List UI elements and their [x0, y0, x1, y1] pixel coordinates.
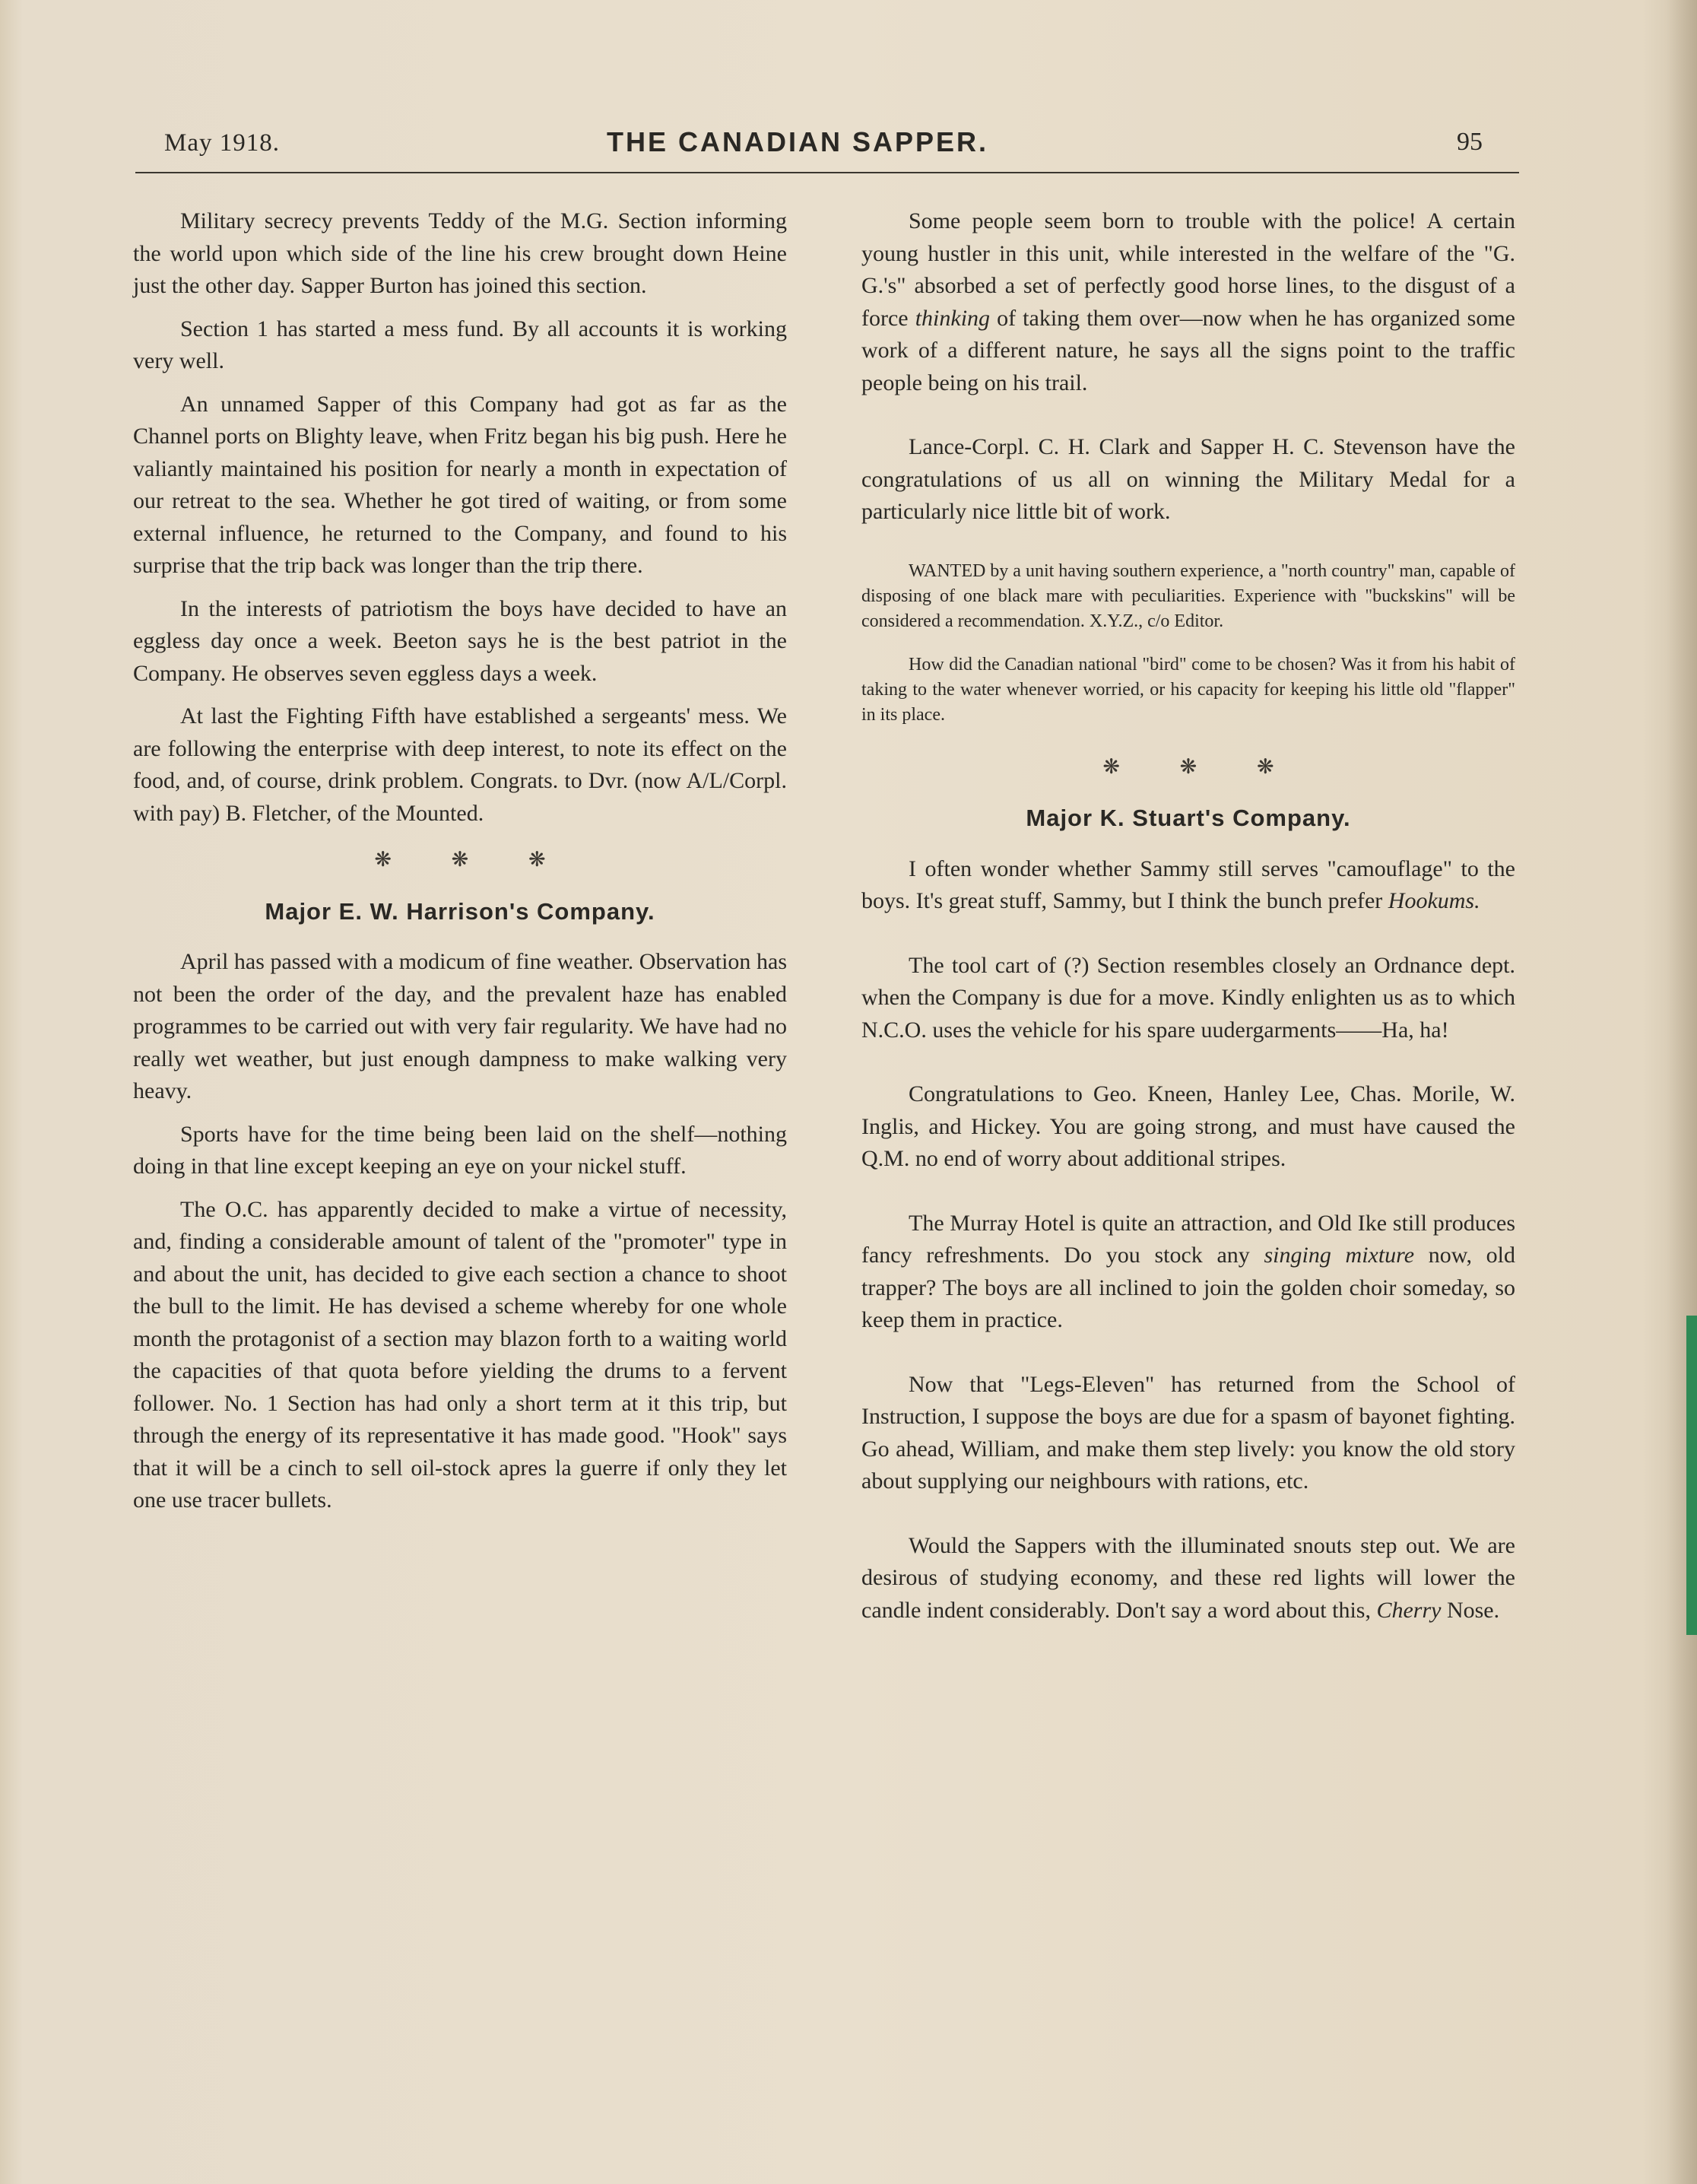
paragraph: April has passed with a modicum of fine weather. Observation has not been the order of the day, and the prevalent haze has enabled programmes to be carried out with very fair regularity. We have had no really wet weather, but just enough dampness to make walking very heavy. — [133, 949, 787, 1103]
text-run: I often wonder whether Sammy still serves "camouflage" to the boys. It's great stuff, Sammy, but I think the bunch prefer — [861, 856, 1515, 913]
running-header — [135, 120, 1519, 173]
paragraph — [861, 853, 1515, 918]
section-heading: Major K. Stuart's Company. — [1026, 805, 1351, 831]
paragraph — [861, 1208, 1515, 1337]
paragraph: Now that "Legs-Eleven" has returned from the School of Instruction, I suppose the boys are due for a spasm of bayonet fighting. Go ahead, William, and make them step lively: you know the old story about supplying our neighbours with rations, etc. — [861, 1371, 1515, 1494]
question-notice: How did the Canadian national "bird" come to be chosen? Was it from his habit of taking to the water whenever worried, or his capacity for keeping his little old "flapper" in its place. — [861, 654, 1515, 725]
paragraph: In the interests of patriotism the boys have decided to have an eggless day once a week. Beeton says he is the best patriot in the Company. He observes seven eggless days a week. — [133, 595, 787, 686]
paragraph: An unnamed Sapper of this Company had got as far as the Channel ports on Blighty leave, when Fritz began his big push. Here he valiantly maintained his position for nearly a month in expectation of our retreat to the sea. Whether he got tired of waiting, or from some external influence, he returned to the Company, and found to his surprise that the trip back was longer than the trip there. — [133, 391, 787, 578]
page-number: 95 — [1457, 128, 1483, 156]
section-separator: ❋ ❋ ❋ — [1102, 754, 1302, 778]
paragraph: The O.C. has apparently decided to make a virtue of necessity, and, finding a considerable amount of talent of the "promoter" type in and about the unit, has decided to give each section a chance to shoot the bull to the limit. He has devised a scheme whereby for one whole month the protagonist of a section may blazon forth to a waiting world the capacities of that quota before yielding the drums to a fervent follower. No. 1 Section has had only a short term at it this trip, but through the energy of its representative it has made good. "Hook" says that it will be a cinch to sell oil-stock apres la guerre if only they let one use tracer bullets. — [133, 1196, 787, 1513]
green-bookmark-tab — [1686, 1316, 1697, 1635]
italic-text: Hookums. — [1388, 888, 1480, 913]
issue-date: May 1918. — [164, 129, 280, 157]
wanted-notice: WANTED by a unit having southern experience, a "north country" man, capable of disposing of one black mare with peculiarities. Experience with "buckskins" will be considered a recommendation. X.Y.Z., c/o Editor. — [861, 560, 1515, 631]
publication-title: THE CANADIAN SAPPER. — [607, 126, 989, 157]
text-run: Nose. — [1441, 1597, 1500, 1623]
italic-text: Cherry — [1376, 1597, 1442, 1623]
paragraph: The tool cart of (?) Section resembles closely an Ordnance dept. when the Company is due for a move. Kindly enlighten us as to which N.C.O. uses the vehicle for his spare uudergarments——Ha, ha! — [861, 952, 1515, 1043]
text-run: now, old trapper? The boys are all inclined to join the golden choir someday, so keep them in practice. — [861, 1243, 1515, 1332]
paragraph — [861, 205, 1515, 399]
paragraph: At last the Fighting Fifth have established a sergeants' mess. We are following the enterprise with deep interest, to note its effect on the food, and, of course, drink problem. Congrats. to Dvr. (now A/L/Corpl. with pay) B. Fletcher, of the Mounted. — [133, 703, 787, 826]
text-run: of taking them over—now when he has organized some work of a different nature, he says all the signs point to the traffic people being on his trail. — [861, 305, 1515, 395]
text-run: Some people seem born to trouble with the police! A certain young hustler in this unit, while interested in the welfare of the "G. G.'s" absorbed a set of perfectly good horse lines, to the disgust of a force — [861, 208, 1515, 331]
italic-text: thinking — [915, 305, 991, 331]
paragraph: Sports have for the time being been laid on the shelf—nothing doing in that line except keeping an eye on your nickel stuff. — [133, 1121, 787, 1179]
section-heading: Major E. W. Harrison's Company. — [265, 897, 655, 925]
text-run: Would the Sappers with the illuminated snouts step out. We are desirous of studying economy, and these red lights will lower the candle indent considerably. Don't say a word about this, — [861, 1532, 1515, 1623]
paragraph: Section 1 has started a mess fund. By all accounts it is working very well. — [133, 316, 787, 373]
header-rule — [135, 172, 1519, 173]
paragraph: Congratulations to Geo. Kneen, Hanley Lee, Chas. Morile, W. Inglis, and Hickey. You are going strong, and must have caused the Q.M. no end of worry about additional stripes. — [861, 1081, 1515, 1171]
paragraph: Military secrecy prevents Teddy of the M.G. Section informing the world upon which side of the line his crew brought down Heine just the other day. Sapper Burton has joined this section. — [133, 208, 787, 298]
paragraph — [861, 1530, 1515, 1627]
italic-text: singing mixture — [1264, 1243, 1415, 1268]
right-column — [861, 205, 1515, 1637]
left-column — [133, 205, 787, 1528]
text-run: The Murray Hotel is quite an attraction, and Old Ike still produces fancy refreshments. Do you stock any — [861, 1210, 1515, 1268]
page-edge-shadow — [1667, 0, 1697, 2184]
section-separator: ❋ ❋ ❋ — [374, 848, 573, 871]
paragraph: Lance-Corpl. C. H. Clark and Sapper H. C. Stevenson have the congratulations of us all on winning the Military Medal for a particularly nice little bit of work. — [861, 434, 1515, 524]
